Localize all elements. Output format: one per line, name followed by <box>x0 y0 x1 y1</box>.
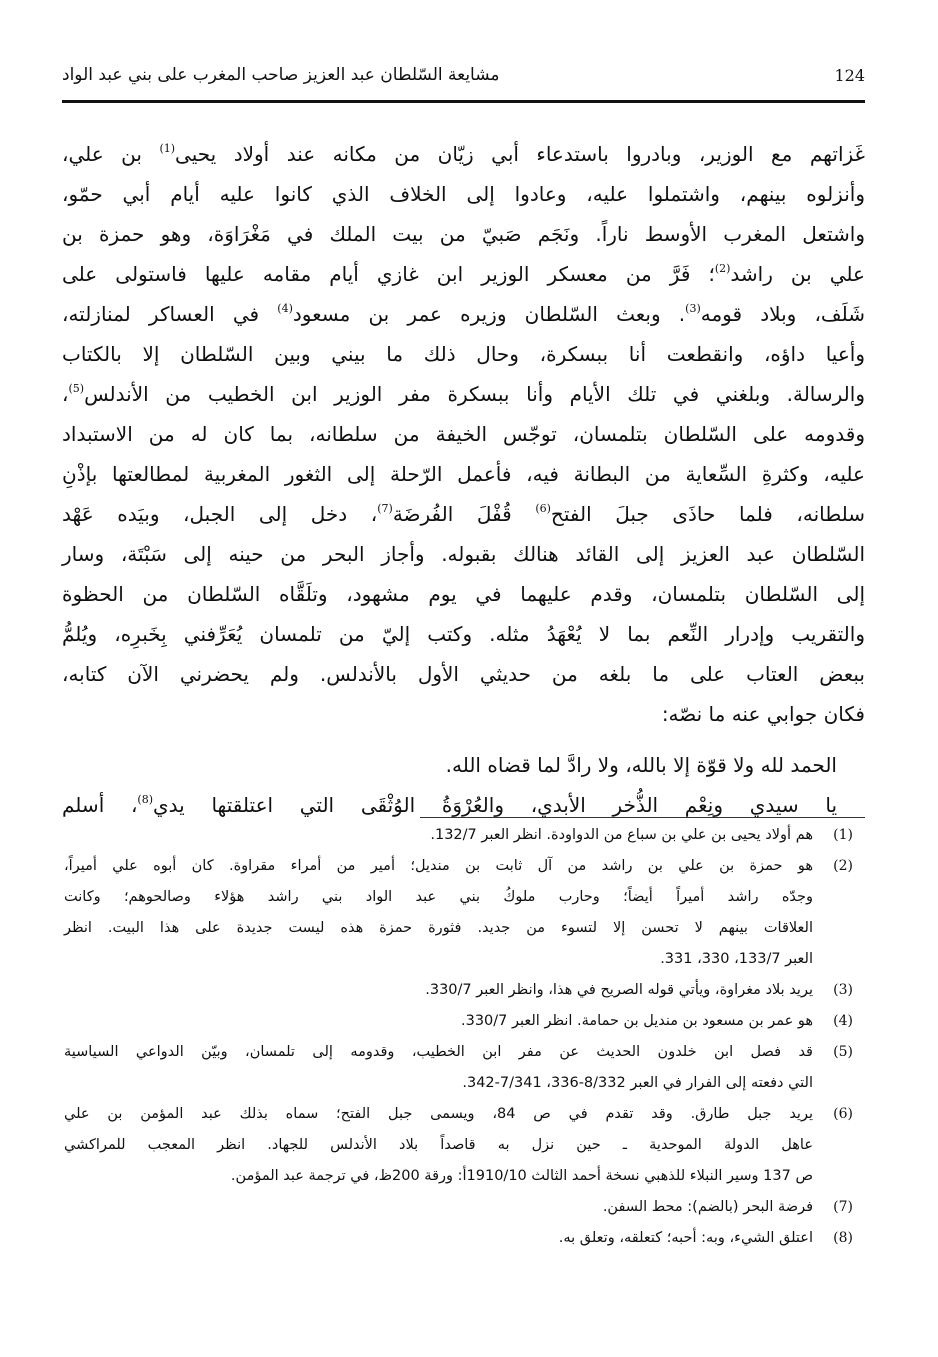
running-header <box>62 58 865 92</box>
text-segment: قُفْلَ الفُرضَة <box>392 502 536 526</box>
text-line <box>62 334 865 374</box>
footnote-number: (1) <box>833 827 853 843</box>
text-line <box>62 785 865 825</box>
footnote <box>62 1037 865 1099</box>
footnote-marker[interactable]: (5) <box>68 382 85 395</box>
running-title: مشايعة السّلطان عبد العزيز صاحب المغرب على بني عبد الواد <box>62 65 500 85</box>
text-segment: عليه، وكثرةِ السِّعاية من البطانة فيه، فأعمل الرّحلة إلى الثغور المغربية لمطالعتها بإذْنِ <box>62 462 865 486</box>
footnote-line: فرضة البحر (بالضم): محط السفن. <box>602 1199 813 1215</box>
text-segment: إلى السّلطان بتلمسان، وقدم عليهما في يوم مشهود، وتلَقَّاه السّلطان من الحظوة <box>62 582 865 606</box>
text-line <box>62 254 865 294</box>
footnote-line: وجدّه راشد أميراً أيضاً؛ وحارب ملوكُ بني عبد الواد بني راشد هؤلاء وصالحوهم؛ وكانت <box>64 889 813 905</box>
text-line <box>62 174 865 214</box>
text-line <box>62 494 865 534</box>
footnote-line: يريد جبل طارق. وقد تقدم في ص 84، ويسمى جبل الفتح؛ سماه بذلك عبد المؤمن بن علي <box>64 1106 813 1122</box>
text-line <box>62 654 865 694</box>
text-line <box>62 574 865 614</box>
footnote-marker[interactable]: (2) <box>714 262 731 275</box>
footnote-number: (4) <box>833 1013 853 1029</box>
text-segment: يا سيدي ونِعْم الذُّخر الأبدي، والعُرْوَةُ الوُثْقَى التي اعتلقتها يدي <box>153 793 838 817</box>
footnote <box>62 1006 865 1037</box>
text-line <box>62 294 865 334</box>
footnote-line: عاهل الدولة الموحدية ـ حين نزل به قاصداً بلاد الأندلس للجهاد. انظر المعجب للمراكشي <box>64 1137 813 1153</box>
footnote-marker[interactable]: (4) <box>277 302 293 315</box>
footnote <box>62 975 865 1006</box>
text-segment: وأعيا داؤه، وانقطعت أنا ببسكرة، وحال ذلك ما بيني وبين السّلطان إلا بالكتاب <box>62 342 865 366</box>
header-rule <box>62 100 865 103</box>
footnote <box>62 851 865 975</box>
footnote-line: ص 137 وسير النبلاء للذهبي نسخة أحمد الثالث 1910/10أ: ورقة 200ظ، في ترجمة عبد المؤمن. <box>230 1168 813 1184</box>
footnote <box>62 1223 865 1254</box>
text-segment: والتقريب وإدرار النِّعم بما لا يُعْهَدُ مثله. وكتب إليّ من تلمسان يُعَرِّفني بِخَبرِه، ويُلمُّ <box>62 622 865 646</box>
text-line <box>62 374 865 414</box>
footnote-line: هو حمزة بن علي بن راشد من آل ثابت بن منديل؛ أمير من أمراء مقراوة. كان أبوه علي أميراً، <box>64 858 813 874</box>
footnote-marker[interactable]: (3) <box>685 302 701 315</box>
footnote <box>62 1099 865 1192</box>
page-number: 124 <box>834 65 865 85</box>
footnote-line: هم أولاد يحيى بن علي بن سباع من الدواودة. انظر العبر 132/7. <box>430 827 813 843</box>
footnote-marker[interactable]: (1) <box>159 142 176 155</box>
footnote-line: اعتلق الشيء، وبه: أحبه؛ كتعلقه، وتعلق به. <box>558 1230 813 1246</box>
footnote-rule <box>420 817 865 818</box>
text-line <box>62 534 865 574</box>
footnotes <box>62 820 865 1254</box>
footnote-number: (7) <box>833 1199 853 1215</box>
footnote-line: التي دفعته إلى الفرار في العبر 8/332-336، 7/341-342. <box>462 1075 813 1091</box>
text-segment: والرسالة. وبلغني في تلك الأيام وأنا ببسكرة مفر الوزير ابن الخطيب من الأندلس <box>84 382 865 406</box>
footnote <box>62 820 865 851</box>
text-segment: ، أسلم <box>62 793 138 817</box>
text-segment: . وبعث السّلطان وزيره عمر بن مسعود <box>292 302 686 326</box>
text-line <box>62 745 865 785</box>
text-segment: واشتعل المغرب الأوسط ناراً. ونَجَم صَبيّ من بيت الملك في مَغْرَاوَة، وهو حمزة بن <box>62 222 865 246</box>
footnote-number: (3) <box>833 982 853 998</box>
text-segment: ببعض العتاب على ما بلغه من حديثي الأول بالأندلس. ولم يحضرني الآن كتابه، <box>62 662 865 686</box>
text-line <box>62 214 865 254</box>
text-segment: الحمد لله ولا قوّة إلا بالله، ولا رادَّ لما قضاه الله. <box>445 753 837 777</box>
text-segment: سلطانه، فلما حاذَى جبلَ الفتح <box>550 502 866 526</box>
footnote-marker[interactable]: (6) <box>535 502 551 515</box>
footnote-marker[interactable]: (7) <box>377 502 393 515</box>
text-segment: السّلطان عبد العزيز إلى القائد هنالك بقبوله. وأجاز البحر من حينه إلى سَبْتَة، وسار <box>62 542 865 566</box>
text-segment: في العساكر لمنازلته، <box>62 302 278 326</box>
text-segment: ؛ فَرَّ من معسكر الوزير ابن غازي أيام مقامه عليها فاستولى على <box>62 262 715 286</box>
text-segment: غَزاتهم مع الوزير، وبادروا باستدعاء أبي زيّان من مكانه عند أولاد يحيى <box>175 142 866 166</box>
text-segment: ، دخل إلى الجبل، وبيَده عَهْد <box>62 502 378 526</box>
text-segment: فكان جوابي عنه ما نصّه: <box>661 702 865 726</box>
text-segment: علي بن راشد <box>730 262 865 286</box>
footnote-line: العلاقات بينهم لا تحسن إلا لتسوء من جديد. فثورة حمزة هذه ليست جديدة على هذا البيت. انظر <box>64 920 813 936</box>
footnote-line: هو عمر بن مسعود بن منديل بن حمامة. انظر العبر 330/7. <box>461 1013 813 1029</box>
text-segment: شَلَف، وبلاد قومه <box>700 302 865 326</box>
text-line <box>62 454 865 494</box>
footnote-line: العبر 133/7، 330، 331. <box>660 951 813 967</box>
footnote-line: يريد بلاد مغراوة، ويأتي قوله الصريح في هذا، وانظر العبر 330/7. <box>425 982 813 998</box>
footnote-number: (2) <box>833 858 853 874</box>
footnote-number: (8) <box>833 1230 853 1246</box>
footnote-marker[interactable]: (8) <box>137 793 154 806</box>
footnote-number: (6) <box>833 1106 853 1122</box>
footnote <box>62 1192 865 1223</box>
main-text <box>62 134 865 825</box>
text-line <box>62 414 865 454</box>
text-segment: وأنزلوه بينهم، واشتملوا عليه، وعادوا إلى الخلاف الذي كانوا عليه أيام أبي حمّو، <box>62 182 865 206</box>
text-segment: بن علي، <box>62 142 160 166</box>
text-segment: ، <box>62 382 69 406</box>
text-line <box>62 134 865 174</box>
footnote-number: (5) <box>833 1044 853 1060</box>
text-line <box>62 694 865 734</box>
text-line <box>62 614 865 654</box>
text-segment: وقدومه على السّلطان بتلمسان، توجّس الخيفة من سلطانه، بما كان له من الاستبداد <box>62 422 865 446</box>
footnote-line: قد فصل ابن خلدون الحديث عن مفر ابن الخطيب، وقدومه إلى تلمسان، وبيّن الدواعي السياسية <box>64 1044 813 1060</box>
